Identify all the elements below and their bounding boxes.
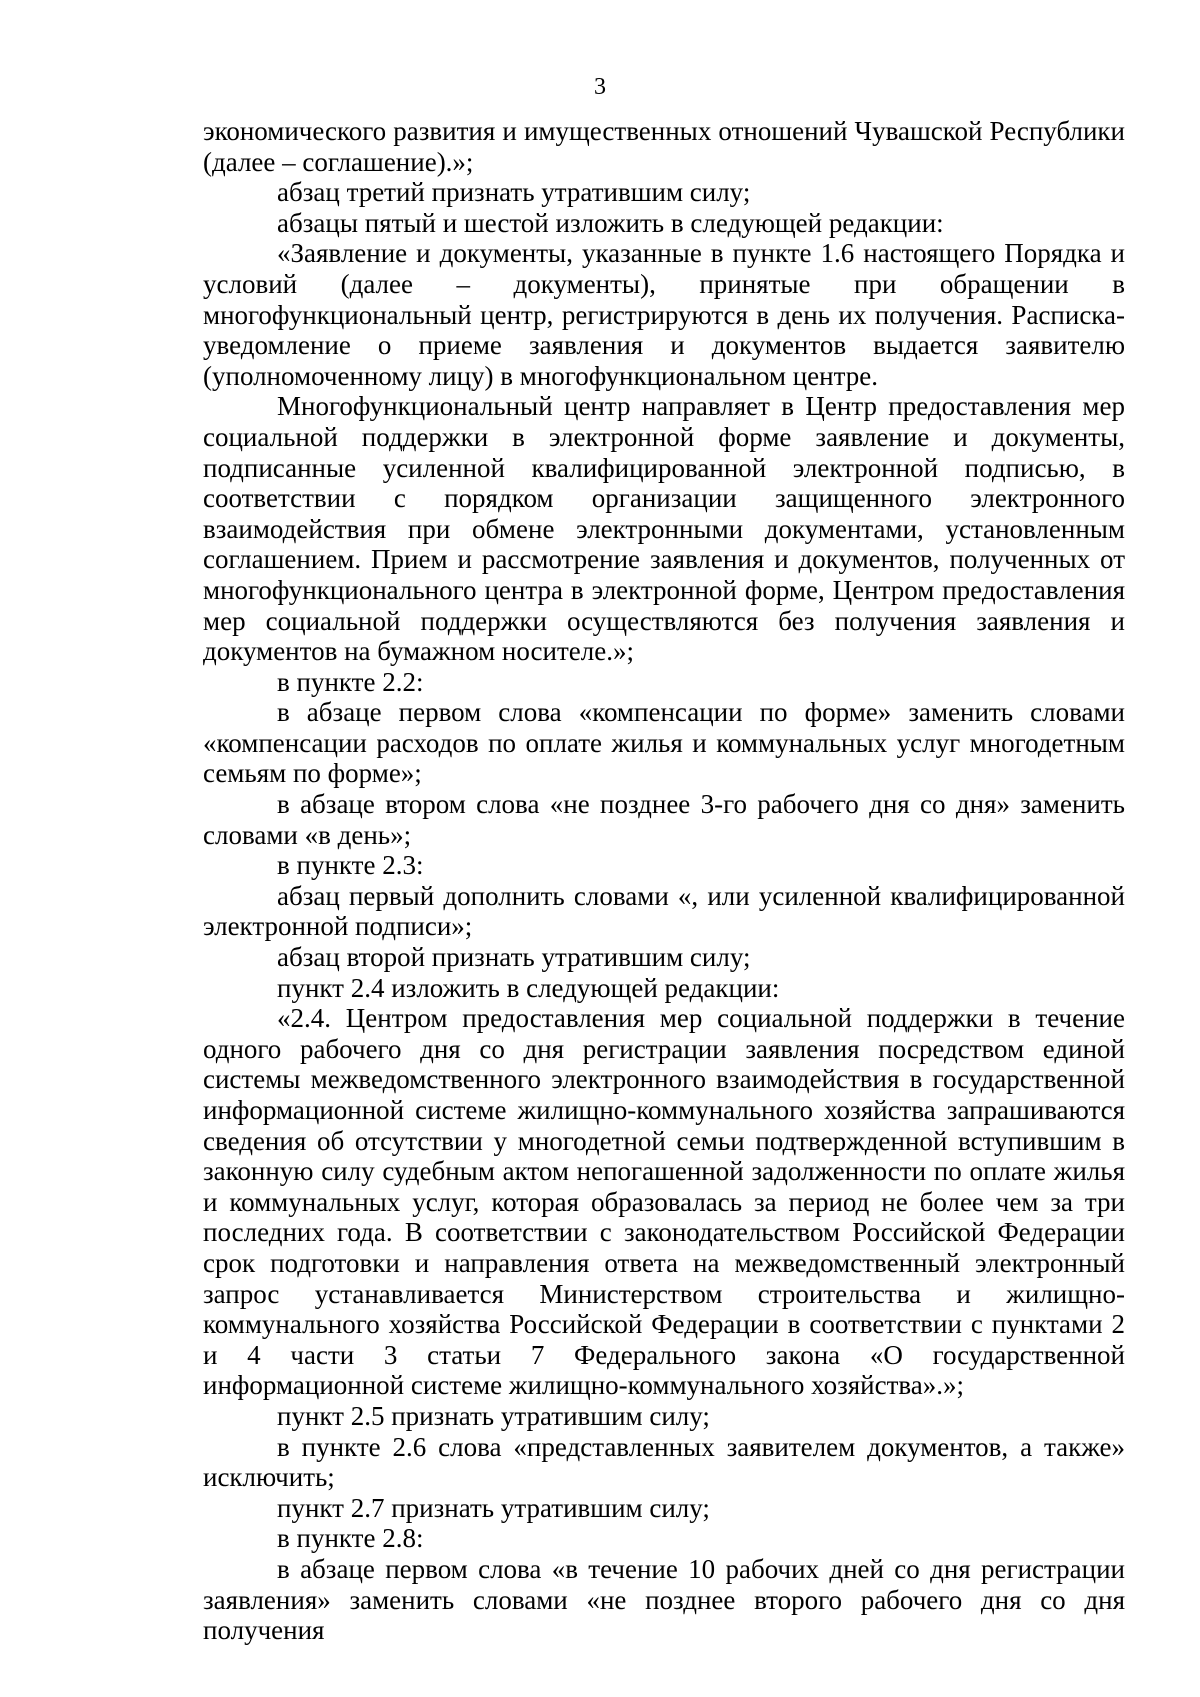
paragraph: в абзаце втором слова «не позднее 3-го рабочего дня со дня» заменить словами «в день»;: [203, 789, 1125, 850]
paragraph: Многофункциональный центр направляет в Центр предоставления мер социальной поддержки в электронной форме заявление и документы, подписанные усиленной квалифицированной электронной подписью, в соответствии с порядком организации защищенного электронного взаимодействия при обмене электронными документами, установленным соглашением. Прием и рассмотрение заявления и документов, полученных от многофункционального центра в электронной форме, Центром предоставления мер социальной поддержки осуществляются без получения заявления и документов на бумажном носителе.»;: [203, 391, 1125, 667]
paragraph: в пункте 2.2:: [277, 666, 424, 697]
paragraph: абзац второй признать утратившим силу;: [277, 942, 751, 973]
paragraph: в абзаце первом слова «в течение 10 рабочих дней со дня регистрации заявления» заменить словами «не позднее второго рабочего дня со дня получения: [203, 1553, 1125, 1646]
paragraph: пункт 2.7 признать утратившим силу;: [277, 1492, 710, 1523]
paragraph: «2.4. Центром предоставления мер социальной поддержки в течение одного рабочего дня со дня регистрации заявления посредством единой системы межведомственного электронного взаимодействия в государственной информационной системе жилищно-коммунального хозяйства запрашиваются сведения об отсутствии у многодетной семьи подтвержденной вступившим в законную силу судебным актом непогашенной задолженности по оплате жилья и коммунальных услуг, которая образовалась за период не более чем за три последних года. В соответствии с законодательством Российской Федерации срок подготовки и направления ответа на межведомственный электронный запрос устанавливается Министерством строительства и жилищно-коммунального хозяйства Российской Федерации в соответствии с пунктами 2 и 4 части 3 статьи 7 Федерального закона «О государственной информационной системе жилищно-коммунального хозяйства».»;: [203, 1003, 1125, 1401]
page-number: 3: [594, 74, 606, 100]
document-body: [203, 116, 1125, 1646]
paragraph: экономического развития и имущественных отношений Чувашской Республики (далее – соглашение).»;: [203, 116, 1125, 177]
paragraph: в пункте 2.8:: [277, 1523, 424, 1554]
paragraph: «Заявление и документы, указанные в пункте 1.6 настоящего Порядка и условий (далее – документы), принятые при обращении в многофункциональный центр, регистрируются в день их получения. Расписка-уведомление о приеме заявления и документов выдается заявителю (уполномоченному лицу) в многофункциональном центре.: [203, 238, 1125, 391]
paragraph: абзацы пятый и шестой изложить в следующей редакции:: [277, 207, 944, 238]
paragraph: пункт 2.5 признать утратившим силу;: [277, 1400, 710, 1431]
paragraph: в абзаце первом слова «компенсации по форме» заменить словами «компенсации расходов по оплате жилья и коммунальных услуг многодетным семьям по форме»;: [203, 697, 1125, 789]
paragraph: в пункте 2.6 слова «представленных заявителем документов, а также» исключить;: [203, 1431, 1125, 1493]
paragraph: абзац третий признать утратившим силу;: [277, 177, 751, 208]
paragraph: пункт 2.4 изложить в следующей редакции:: [277, 972, 780, 1003]
paragraph: в пункте 2.3:: [277, 850, 424, 881]
paragraph: абзац первый дополнить словами «, или усиленной квалифицированной электронной подписи»;: [203, 880, 1125, 942]
